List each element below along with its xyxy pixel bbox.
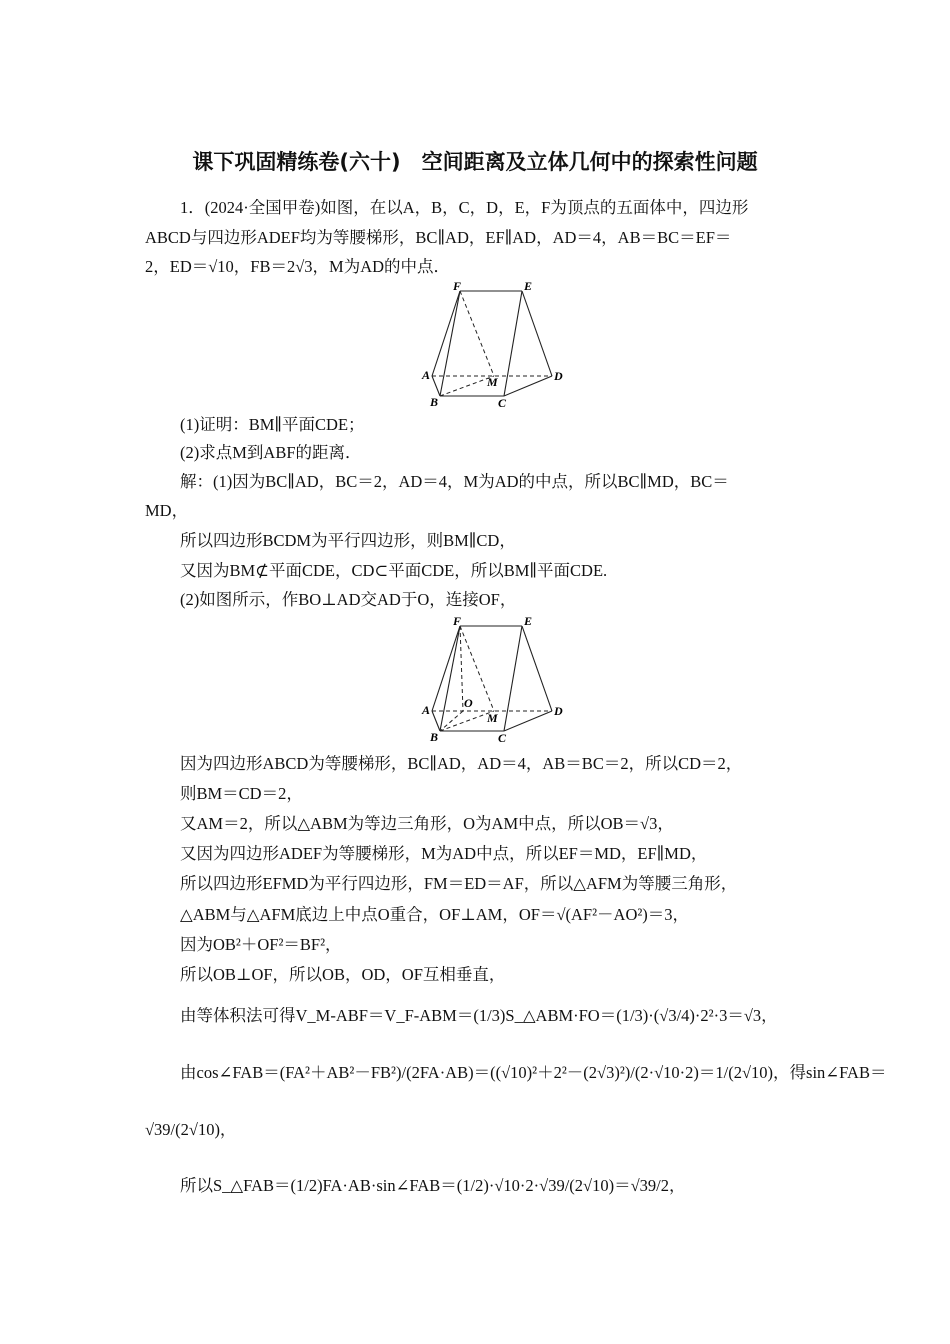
problem-line-1: 1．(2024·全国甲卷)如图，在以A，B，C，D，E，F为顶点的五面体中，四边形	[180, 198, 749, 217]
solution-part2-line-6: △ABM与△AFM底边上中点O重合，OF⊥AM，OF＝√(AF²－AO²)＝3，	[180, 905, 690, 924]
fig2-label-F: F	[453, 615, 462, 628]
problem-line-2: ABCD与四边形ADEF均为等腰梯形，BC∥AD，EF∥AD，AD＝4，AB＝BC＝EF＝	[145, 228, 732, 247]
solution-part2-line-11: √39/(2√10)，	[145, 1120, 237, 1139]
figure-pentahedron-2	[418, 615, 568, 750]
fig2-label-O: O	[464, 696, 473, 710]
question-2: (2)求点M到ABF的距离．	[180, 443, 362, 462]
fig2-label-M: M	[487, 711, 498, 725]
solution-part1-line-2: MD，	[145, 501, 189, 520]
fig1-label-E: E	[524, 280, 533, 293]
problem-line-3: 2，ED＝√10，FB＝2√3，M为AD的中点．	[145, 257, 451, 276]
solution-part2-line-5: 所以四边形EFMD为平行四边形，FM＝ED＝AF，所以△AFM为等腰三角形，	[180, 874, 738, 893]
figure-pentahedron-1	[418, 280, 568, 415]
fig2-label-D: D	[554, 704, 563, 718]
solution-part2-line-4: 又因为四边形ADEF为等腰梯形，M为AD中点，所以EF＝MD，EF∥MD，	[180, 844, 708, 863]
fig2-label-B: B	[430, 730, 439, 744]
solution-part2-line-2: 则BM＝CD＝2，	[180, 784, 303, 803]
page-title: 课下巩固精练卷(六十) 空间距离及立体几何中的探索性问题	[192, 150, 758, 174]
solution-part2-line-8: 所以OB⊥OF，所以OB，OD，OF互相垂直，	[180, 965, 506, 984]
solution-part2-line-7: 因为OB²＋OF²＝BF²，	[180, 935, 342, 954]
fig1-label-M: M	[487, 375, 498, 389]
solution-part2-line-10: 由cos∠FAB＝(FA²＋AB²－FB²)/(2FA·AB)＝((√10)²＋2²－(2√3)²)/(2·√10·2)＝1/(2√10)，得sin∠FAB＝	[180, 1063, 887, 1082]
solution-part2-line-1: 因为四边形ABCD为等腰梯形，BC∥AD，AD＝4，AB＝BC＝2，所以CD＝2，	[180, 754, 743, 773]
solution-part2-line-3: 又AM＝2，所以△ABM为等边三角形，O为AM中点，所以OB＝√3，	[180, 814, 674, 833]
fig2-label-A: A	[422, 703, 431, 717]
fig1-label-A: A	[422, 368, 431, 382]
fig2-label-C: C	[498, 731, 507, 745]
solution-part2-line-9: 由等体积法可得V_M-ABF＝V_F-ABM＝(1/3)S_△ABM·FO＝(1/3)·(√3/4)·2²·3＝√3，	[180, 1006, 778, 1025]
solution-part2-line-12: 所以S_△FAB＝(1/2)FA·AB·sin∠FAB＝(1/2)·√10·2·√39/(2√10)＝√39/2，	[180, 1176, 686, 1195]
fig1-label-F: F	[453, 280, 462, 293]
fig2-label-E: E	[524, 615, 533, 628]
fig1-label-C: C	[498, 396, 507, 410]
solution-part1-line-5: (2)如图所示，作BO⊥AD交AD于O，连接OF，	[180, 590, 517, 609]
fig1-label-B: B	[430, 395, 439, 409]
fig1-label-D: D	[554, 369, 563, 383]
solution-part1-line-4: 又因为BM⊄平面CDE，CD⊂平面CDE，所以BM∥平面CDE.	[180, 561, 608, 580]
solution-part1-line-1: 解：(1)因为BC∥AD，BC＝2，AD＝4，M为AD的中点，所以BC∥MD，BC＝	[180, 472, 729, 491]
solution-part1-line-3: 所以四边形BCDM为平行四边形，则BM∥CD，	[180, 531, 516, 550]
question-1: (1)证明：BM∥平面CDE；	[180, 415, 365, 434]
